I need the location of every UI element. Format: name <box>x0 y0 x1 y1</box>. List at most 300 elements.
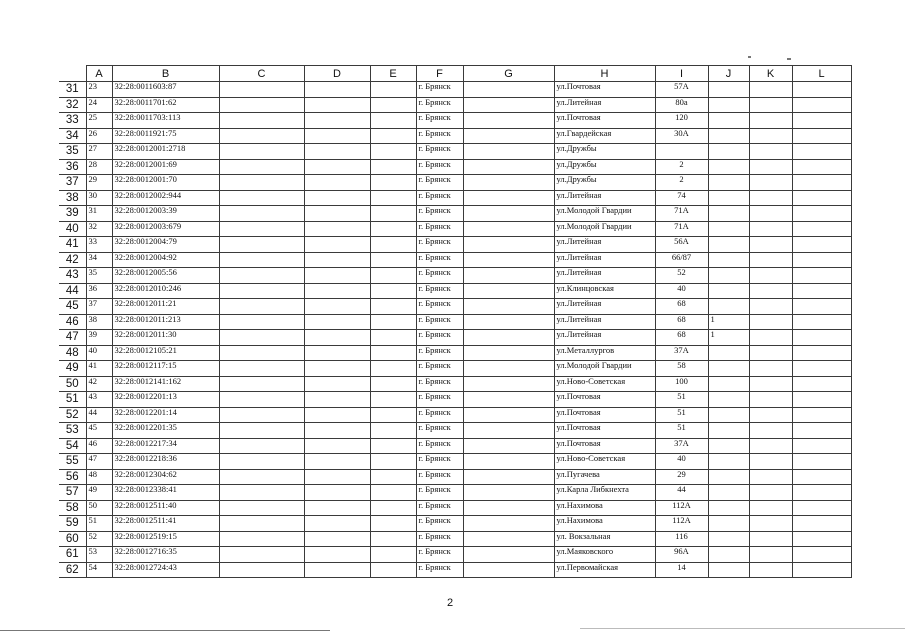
cell-a[interactable]: 30 <box>86 190 112 206</box>
cell-h[interactable]: ул.Литейная <box>554 330 655 346</box>
row-number[interactable]: 52 <box>59 407 86 423</box>
cell-i[interactable]: 71А <box>655 221 708 237</box>
cell-c[interactable] <box>219 97 304 113</box>
cell-e[interactable] <box>370 268 416 284</box>
cell-d[interactable] <box>304 82 370 98</box>
cell-e[interactable] <box>370 531 416 547</box>
cell-b[interactable]: 32:28:0012201:14 <box>112 407 219 423</box>
cell-j[interactable] <box>708 190 749 206</box>
cell-d[interactable] <box>304 531 370 547</box>
cell-a[interactable]: 46 <box>86 438 112 454</box>
row-number[interactable]: 32 <box>59 97 86 113</box>
row-number[interactable]: 40 <box>59 221 86 237</box>
cell-j[interactable] <box>708 82 749 98</box>
cell-g[interactable] <box>463 361 554 377</box>
cell-h[interactable]: ул.Нахимова <box>554 500 655 516</box>
cell-k[interactable] <box>749 252 792 268</box>
row-number[interactable]: 55 <box>59 454 86 470</box>
cell-e[interactable] <box>370 159 416 175</box>
cell-i[interactable]: 51 <box>655 423 708 439</box>
cell-i[interactable]: 29 <box>655 469 708 485</box>
cell-l[interactable] <box>792 438 851 454</box>
cell-f[interactable]: г. Брянск <box>416 485 463 501</box>
cell-b[interactable]: 32:28:0012003:679 <box>112 221 219 237</box>
row-number[interactable]: 50 <box>59 376 86 392</box>
cell-c[interactable] <box>219 531 304 547</box>
cell-f[interactable]: г. Брянск <box>416 190 463 206</box>
cell-l[interactable] <box>792 268 851 284</box>
cell-e[interactable] <box>370 438 416 454</box>
cell-l[interactable] <box>792 469 851 485</box>
cell-f[interactable]: г. Брянск <box>416 361 463 377</box>
cell-e[interactable] <box>370 361 416 377</box>
cell-l[interactable] <box>792 314 851 330</box>
cell-l[interactable] <box>792 128 851 144</box>
column-header-b[interactable]: B <box>112 66 219 82</box>
cell-a[interactable]: 33 <box>86 237 112 253</box>
row-number[interactable]: 44 <box>59 283 86 299</box>
cell-g[interactable] <box>463 376 554 392</box>
cell-l[interactable] <box>792 175 851 191</box>
cell-k[interactable] <box>749 206 792 222</box>
cell-a[interactable]: 50 <box>86 500 112 516</box>
cell-h[interactable]: ул.Литейная <box>554 299 655 315</box>
cell-j[interactable] <box>708 454 749 470</box>
cell-i[interactable]: 116 <box>655 531 708 547</box>
cell-h[interactable]: ул.Маяковского <box>554 547 655 563</box>
row-number[interactable]: 61 <box>59 547 86 563</box>
cell-f[interactable]: г. Брянск <box>416 330 463 346</box>
cell-b[interactable]: 32:28:0012004:79 <box>112 237 219 253</box>
cell-e[interactable] <box>370 330 416 346</box>
row-number[interactable]: 59 <box>59 516 86 532</box>
row-number[interactable]: 35 <box>59 144 86 160</box>
cell-g[interactable] <box>463 113 554 129</box>
cell-k[interactable] <box>749 82 792 98</box>
cell-l[interactable] <box>792 407 851 423</box>
cell-c[interactable] <box>219 206 304 222</box>
cell-i[interactable]: 80а <box>655 97 708 113</box>
cell-k[interactable] <box>749 361 792 377</box>
cell-i[interactable]: 112А <box>655 500 708 516</box>
cell-k[interactable] <box>749 97 792 113</box>
cell-k[interactable] <box>749 159 792 175</box>
cell-h[interactable]: ул.Дружбы <box>554 144 655 160</box>
row-number[interactable]: 53 <box>59 423 86 439</box>
cell-i[interactable]: 2 <box>655 159 708 175</box>
cell-f[interactable]: г. Брянск <box>416 159 463 175</box>
cell-e[interactable] <box>370 454 416 470</box>
cell-d[interactable] <box>304 128 370 144</box>
cell-l[interactable] <box>792 345 851 361</box>
cell-b[interactable]: 32:28:0012004:92 <box>112 252 219 268</box>
cell-j[interactable] <box>708 252 749 268</box>
cell-k[interactable] <box>749 454 792 470</box>
cell-g[interactable] <box>463 516 554 532</box>
cell-b[interactable]: 32:28:0012519:15 <box>112 531 219 547</box>
cell-k[interactable] <box>749 469 792 485</box>
cell-l[interactable] <box>792 206 851 222</box>
cell-b[interactable]: 32:28:0012201:13 <box>112 392 219 408</box>
row-number[interactable]: 51 <box>59 392 86 408</box>
cell-g[interactable] <box>463 206 554 222</box>
cell-j[interactable] <box>708 237 749 253</box>
cell-j[interactable] <box>708 113 749 129</box>
cell-e[interactable] <box>370 392 416 408</box>
corner-cell[interactable] <box>59 66 86 82</box>
cell-b[interactable]: 32:28:0012724:43 <box>112 562 219 578</box>
cell-i[interactable]: 37А <box>655 345 708 361</box>
cell-a[interactable]: 42 <box>86 376 112 392</box>
cell-h[interactable]: ул.Литейная <box>554 252 655 268</box>
cell-f[interactable]: г. Брянск <box>416 82 463 98</box>
cell-l[interactable] <box>792 252 851 268</box>
cell-f[interactable]: г. Брянск <box>416 469 463 485</box>
cell-i[interactable]: 51 <box>655 407 708 423</box>
row-number[interactable]: 46 <box>59 314 86 330</box>
cell-l[interactable] <box>792 547 851 563</box>
cell-i[interactable]: 68 <box>655 330 708 346</box>
cell-d[interactable] <box>304 221 370 237</box>
cell-g[interactable] <box>463 423 554 439</box>
cell-e[interactable] <box>370 252 416 268</box>
cell-g[interactable] <box>463 159 554 175</box>
cell-a[interactable]: 52 <box>86 531 112 547</box>
cell-h[interactable]: ул.Молодой Гвардии <box>554 361 655 377</box>
cell-a[interactable]: 24 <box>86 97 112 113</box>
cell-g[interactable] <box>463 314 554 330</box>
cell-h[interactable]: ул.Первомайская <box>554 562 655 578</box>
cell-i[interactable]: 68 <box>655 314 708 330</box>
cell-a[interactable]: 26 <box>86 128 112 144</box>
cell-f[interactable]: г. Брянск <box>416 221 463 237</box>
cell-j[interactable] <box>708 500 749 516</box>
cell-a[interactable]: 40 <box>86 345 112 361</box>
cell-e[interactable] <box>370 237 416 253</box>
cell-b[interactable]: 32:28:0012011:213 <box>112 314 219 330</box>
cell-h[interactable]: ул.Литейная <box>554 314 655 330</box>
cell-d[interactable] <box>304 516 370 532</box>
cell-h[interactable]: ул.Почтовая <box>554 423 655 439</box>
cell-j[interactable]: 1 <box>708 330 749 346</box>
cell-c[interactable] <box>219 283 304 299</box>
cell-d[interactable] <box>304 113 370 129</box>
cell-c[interactable] <box>219 454 304 470</box>
cell-f[interactable]: г. Брянск <box>416 144 463 160</box>
cell-h[interactable]: ул.Молодой Гвардии <box>554 206 655 222</box>
cell-g[interactable] <box>463 454 554 470</box>
cell-l[interactable] <box>792 283 851 299</box>
cell-f[interactable]: г. Брянск <box>416 113 463 129</box>
cell-b[interactable]: 32:28:0012117:15 <box>112 361 219 377</box>
cell-d[interactable] <box>304 345 370 361</box>
cell-h[interactable]: ул.Молодой Гвардии <box>554 221 655 237</box>
cell-g[interactable] <box>463 438 554 454</box>
cell-c[interactable] <box>219 82 304 98</box>
cell-l[interactable] <box>792 82 851 98</box>
cell-a[interactable]: 47 <box>86 454 112 470</box>
cell-k[interactable] <box>749 500 792 516</box>
cell-l[interactable] <box>792 376 851 392</box>
cell-g[interactable] <box>463 485 554 501</box>
cell-a[interactable]: 31 <box>86 206 112 222</box>
cell-f[interactable]: г. Брянск <box>416 407 463 423</box>
cell-a[interactable]: 28 <box>86 159 112 175</box>
cell-f[interactable]: г. Брянск <box>416 438 463 454</box>
row-number[interactable]: 39 <box>59 206 86 222</box>
cell-e[interactable] <box>370 345 416 361</box>
cell-f[interactable]: г. Брянск <box>416 175 463 191</box>
cell-e[interactable] <box>370 562 416 578</box>
cell-i[interactable]: 37А <box>655 438 708 454</box>
cell-f[interactable]: г. Брянск <box>416 376 463 392</box>
column-header-a[interactable]: A <box>86 66 112 82</box>
cell-l[interactable] <box>792 221 851 237</box>
cell-j[interactable] <box>708 562 749 578</box>
cell-i[interactable]: 71А <box>655 206 708 222</box>
cell-e[interactable] <box>370 376 416 392</box>
cell-i[interactable] <box>655 144 708 160</box>
cell-j[interactable] <box>708 469 749 485</box>
cell-e[interactable] <box>370 516 416 532</box>
cell-i[interactable]: 68 <box>655 299 708 315</box>
cell-d[interactable] <box>304 159 370 175</box>
cell-f[interactable]: г. Брянск <box>416 206 463 222</box>
cell-j[interactable] <box>708 423 749 439</box>
cell-l[interactable] <box>792 516 851 532</box>
row-number[interactable]: 34 <box>59 128 86 144</box>
cell-g[interactable] <box>463 128 554 144</box>
cell-f[interactable]: г. Брянск <box>416 345 463 361</box>
cell-f[interactable]: г. Брянск <box>416 128 463 144</box>
cell-e[interactable] <box>370 547 416 563</box>
cell-e[interactable] <box>370 485 416 501</box>
cell-b[interactable]: 32:28:0012304:62 <box>112 469 219 485</box>
cell-f[interactable]: г. Брянск <box>416 516 463 532</box>
cell-l[interactable] <box>792 299 851 315</box>
cell-b[interactable]: 32:28:0012010:246 <box>112 283 219 299</box>
cell-k[interactable] <box>749 547 792 563</box>
cell-c[interactable] <box>219 268 304 284</box>
cell-a[interactable]: 29 <box>86 175 112 191</box>
cell-l[interactable] <box>792 330 851 346</box>
cell-g[interactable] <box>463 392 554 408</box>
row-number[interactable]: 56 <box>59 469 86 485</box>
row-number[interactable]: 54 <box>59 438 86 454</box>
cell-d[interactable] <box>304 190 370 206</box>
cell-b[interactable]: 32:28:0012003:39 <box>112 206 219 222</box>
cell-k[interactable] <box>749 330 792 346</box>
cell-c[interactable] <box>219 469 304 485</box>
cell-i[interactable]: 52 <box>655 268 708 284</box>
cell-d[interactable] <box>304 268 370 284</box>
column-header-i[interactable]: I <box>655 66 708 82</box>
cell-g[interactable] <box>463 268 554 284</box>
cell-c[interactable] <box>219 221 304 237</box>
row-number[interactable]: 60 <box>59 531 86 547</box>
cell-c[interactable] <box>219 159 304 175</box>
cell-k[interactable] <box>749 531 792 547</box>
cell-g[interactable] <box>463 82 554 98</box>
cell-k[interactable] <box>749 345 792 361</box>
cell-j[interactable] <box>708 128 749 144</box>
cell-a[interactable]: 44 <box>86 407 112 423</box>
cell-g[interactable] <box>463 547 554 563</box>
cell-i[interactable]: 74 <box>655 190 708 206</box>
cell-k[interactable] <box>749 221 792 237</box>
cell-h[interactable]: ул.Пугачева <box>554 469 655 485</box>
cell-d[interactable] <box>304 547 370 563</box>
cell-i[interactable]: 120 <box>655 113 708 129</box>
cell-b[interactable]: 32:28:0012005:56 <box>112 268 219 284</box>
cell-e[interactable] <box>370 113 416 129</box>
cell-g[interactable] <box>463 144 554 160</box>
cell-b[interactable]: 32:28:0012511:41 <box>112 516 219 532</box>
cell-l[interactable] <box>792 454 851 470</box>
row-number[interactable]: 43 <box>59 268 86 284</box>
cell-a[interactable]: 43 <box>86 392 112 408</box>
cell-k[interactable] <box>749 392 792 408</box>
cell-j[interactable] <box>708 345 749 361</box>
cell-c[interactable] <box>219 438 304 454</box>
cell-h[interactable]: ул.Ново-Советская <box>554 454 655 470</box>
cell-f[interactable]: г. Брянск <box>416 97 463 113</box>
cell-b[interactable]: 32:28:0012011:21 <box>112 299 219 315</box>
cell-k[interactable] <box>749 423 792 439</box>
cell-g[interactable] <box>463 190 554 206</box>
cell-e[interactable] <box>370 423 416 439</box>
cell-b[interactable]: 32:28:0011701:62 <box>112 97 219 113</box>
cell-a[interactable]: 38 <box>86 314 112 330</box>
cell-i[interactable]: 112А <box>655 516 708 532</box>
cell-e[interactable] <box>370 82 416 98</box>
cell-j[interactable] <box>708 485 749 501</box>
cell-c[interactable] <box>219 314 304 330</box>
cell-b[interactable]: 32:28:0012105:21 <box>112 345 219 361</box>
cell-j[interactable] <box>708 407 749 423</box>
cell-i[interactable]: 66/87 <box>655 252 708 268</box>
cell-h[interactable]: ул.Литейная <box>554 268 655 284</box>
cell-b[interactable]: 32:28:0012218:36 <box>112 454 219 470</box>
cell-c[interactable] <box>219 407 304 423</box>
cell-g[interactable] <box>463 299 554 315</box>
cell-a[interactable]: 51 <box>86 516 112 532</box>
cell-c[interactable] <box>219 144 304 160</box>
cell-i[interactable]: 56А <box>655 237 708 253</box>
row-number[interactable]: 36 <box>59 159 86 175</box>
cell-d[interactable] <box>304 144 370 160</box>
cell-l[interactable] <box>792 113 851 129</box>
cell-a[interactable]: 32 <box>86 221 112 237</box>
cell-g[interactable] <box>463 345 554 361</box>
cell-f[interactable]: г. Брянск <box>416 283 463 299</box>
cell-b[interactable]: 32:28:0012201:35 <box>112 423 219 439</box>
cell-a[interactable]: 49 <box>86 485 112 501</box>
cell-g[interactable] <box>463 237 554 253</box>
cell-h[interactable]: ул. Вокзальная <box>554 531 655 547</box>
cell-h[interactable]: ул.Клинцовская <box>554 283 655 299</box>
cell-c[interactable] <box>219 113 304 129</box>
cell-f[interactable]: г. Брянск <box>416 392 463 408</box>
cell-h[interactable]: ул.Карла Либкнехта <box>554 485 655 501</box>
cell-h[interactable]: ул.Литейная <box>554 190 655 206</box>
cell-a[interactable]: 27 <box>86 144 112 160</box>
cell-g[interactable] <box>463 531 554 547</box>
row-number[interactable]: 33 <box>59 113 86 129</box>
cell-j[interactable] <box>708 175 749 191</box>
cell-a[interactable]: 36 <box>86 283 112 299</box>
cell-h[interactable]: ул.Ново-Советская <box>554 376 655 392</box>
cell-h[interactable]: ул.Почтовая <box>554 82 655 98</box>
cell-c[interactable] <box>219 190 304 206</box>
cell-d[interactable] <box>304 454 370 470</box>
cell-k[interactable] <box>749 562 792 578</box>
cell-b[interactable]: 32:28:0012001:2718 <box>112 144 219 160</box>
cell-f[interactable]: г. Брянск <box>416 252 463 268</box>
cell-i[interactable]: 57А <box>655 82 708 98</box>
cell-k[interactable] <box>749 485 792 501</box>
cell-e[interactable] <box>370 144 416 160</box>
cell-k[interactable] <box>749 237 792 253</box>
cell-d[interactable] <box>304 252 370 268</box>
cell-c[interactable] <box>219 175 304 191</box>
cell-b[interactable]: 32:28:0011703:113 <box>112 113 219 129</box>
row-number[interactable]: 57 <box>59 485 86 501</box>
cell-i[interactable]: 100 <box>655 376 708 392</box>
cell-e[interactable] <box>370 299 416 315</box>
cell-f[interactable]: г. Брянск <box>416 454 463 470</box>
cell-c[interactable] <box>219 361 304 377</box>
cell-j[interactable] <box>708 516 749 532</box>
column-header-k[interactable]: K <box>749 66 792 82</box>
cell-e[interactable] <box>370 206 416 222</box>
cell-a[interactable]: 45 <box>86 423 112 439</box>
cell-j[interactable]: 1 <box>708 314 749 330</box>
cell-k[interactable] <box>749 128 792 144</box>
cell-b[interactable]: 32:28:0012338:41 <box>112 485 219 501</box>
cell-g[interactable] <box>463 175 554 191</box>
cell-k[interactable] <box>749 113 792 129</box>
cell-l[interactable] <box>792 190 851 206</box>
cell-e[interactable] <box>370 314 416 330</box>
column-header-j[interactable]: J <box>708 66 749 82</box>
cell-j[interactable] <box>708 97 749 113</box>
cell-i[interactable]: 96А <box>655 547 708 563</box>
cell-a[interactable]: 34 <box>86 252 112 268</box>
cell-h[interactable]: ул.Почтовая <box>554 407 655 423</box>
cell-d[interactable] <box>304 330 370 346</box>
cell-h[interactable]: ул.Нахимова <box>554 516 655 532</box>
cell-b[interactable]: 32:28:0012511:40 <box>112 500 219 516</box>
cell-l[interactable] <box>792 97 851 113</box>
cell-i[interactable]: 51 <box>655 392 708 408</box>
row-number[interactable]: 37 <box>59 175 86 191</box>
column-header-e[interactable]: E <box>370 66 416 82</box>
cell-a[interactable]: 41 <box>86 361 112 377</box>
cell-b[interactable]: 32:28:0011603:87 <box>112 82 219 98</box>
cell-g[interactable] <box>463 407 554 423</box>
cell-a[interactable]: 37 <box>86 299 112 315</box>
cell-i[interactable]: 30А <box>655 128 708 144</box>
cell-d[interactable] <box>304 283 370 299</box>
cell-b[interactable]: 32:28:0012217:34 <box>112 438 219 454</box>
cell-c[interactable] <box>219 376 304 392</box>
cell-e[interactable] <box>370 283 416 299</box>
cell-b[interactable]: 32:28:0012011:30 <box>112 330 219 346</box>
cell-j[interactable] <box>708 361 749 377</box>
cell-l[interactable] <box>792 144 851 160</box>
cell-k[interactable] <box>749 314 792 330</box>
